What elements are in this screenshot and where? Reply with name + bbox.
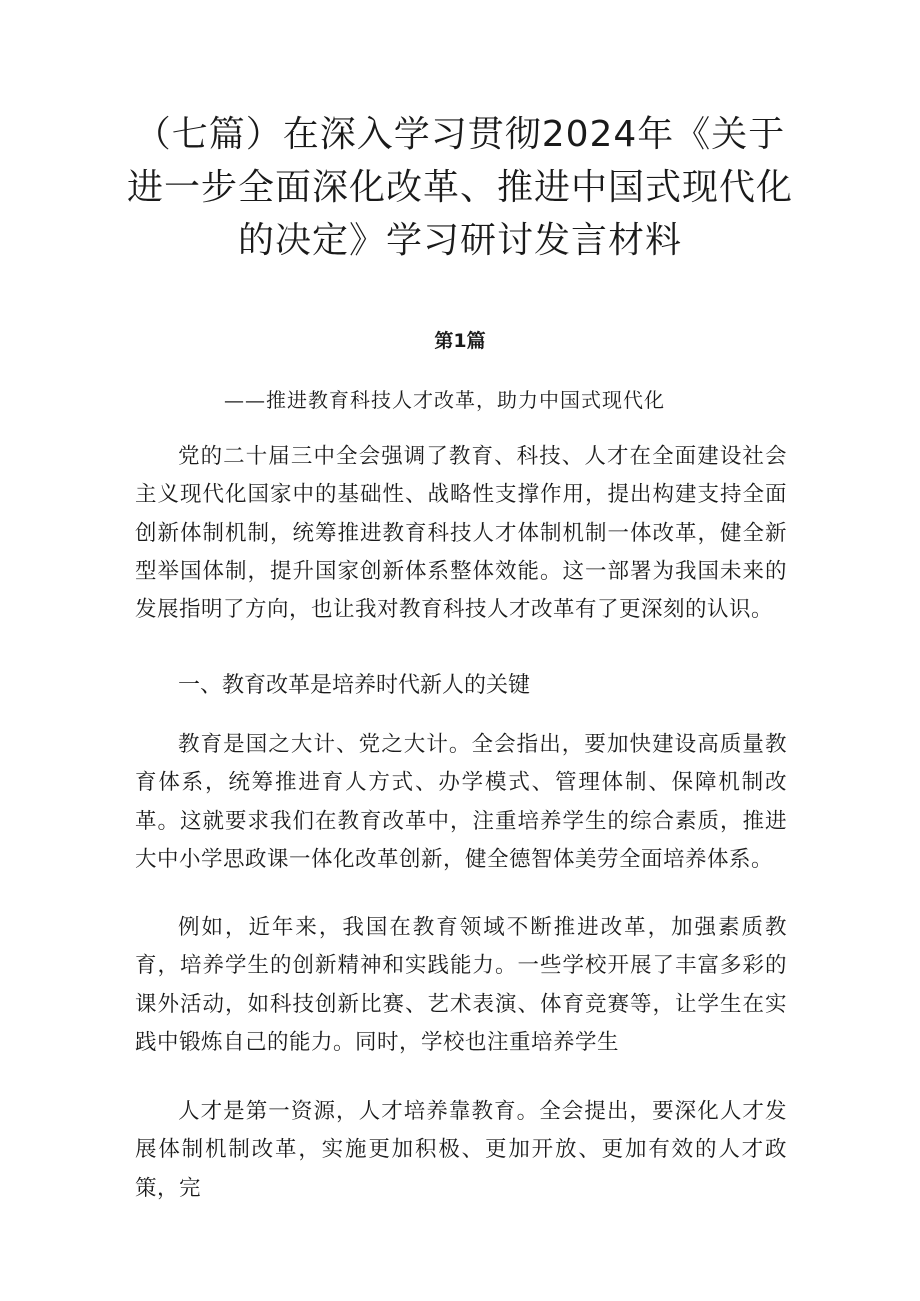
paragraph-intro: 党的二十届三中全会强调了教育、科技、人才在全面建设社会主义现代化国家中的基础性、战略性支撑作用，提出构建支持全面创新体制机制，统筹推进教育科技人才体制机制一体改革，健全新型举国体制，提升国家创新体系整体效能。这一部署为我国未来的发展指明了方向，也让我对教育科技人才改革有了更深刻的认识。: [135, 444, 787, 623]
paragraph-education: 教育是国之大计、党之大计。全会指出，要加快建设高质量教育体系，统筹推进育人方式、办学模式、管理体制、保障机制改革。这就要求我们在教育改革中，注重培养学生的综合素质，推进大中小学思政课一体化改革创新，健全德智体美劳全面培养体系。: [135, 732, 787, 872]
part-heading: 第1篇: [434, 330, 486, 352]
paragraph-example: 例如，近年来，我国在教育领域不断推进改革，加强素质教育，培养学生的创新精神和实践能力。一些学校开展了丰富多彩的课外活动，如科技创新比赛、艺术表演、体育竞赛等，让学生在实践中锻炼自己的能力。同时，学校也注重培养学生: [135, 915, 787, 1055]
document-subtitle: ——推进教育科技人才改革，助力中国式现代化: [224, 388, 665, 412]
paragraph-talent: 人才是第一资源，人才培养靠教育。全会提出，要深化人才发展体制机制改革，实施更加积极、更加开放、更加有效的人才政策，完: [135, 1099, 787, 1201]
document-title: （七篇）在深入学习贯彻2024年《关于进一步全面深化改革、推进中国式现代化的决定》学习研讨发言材料: [126, 114, 793, 261]
section-heading-1: 一、教育改革是培养时代新人的关键: [178, 673, 531, 698]
